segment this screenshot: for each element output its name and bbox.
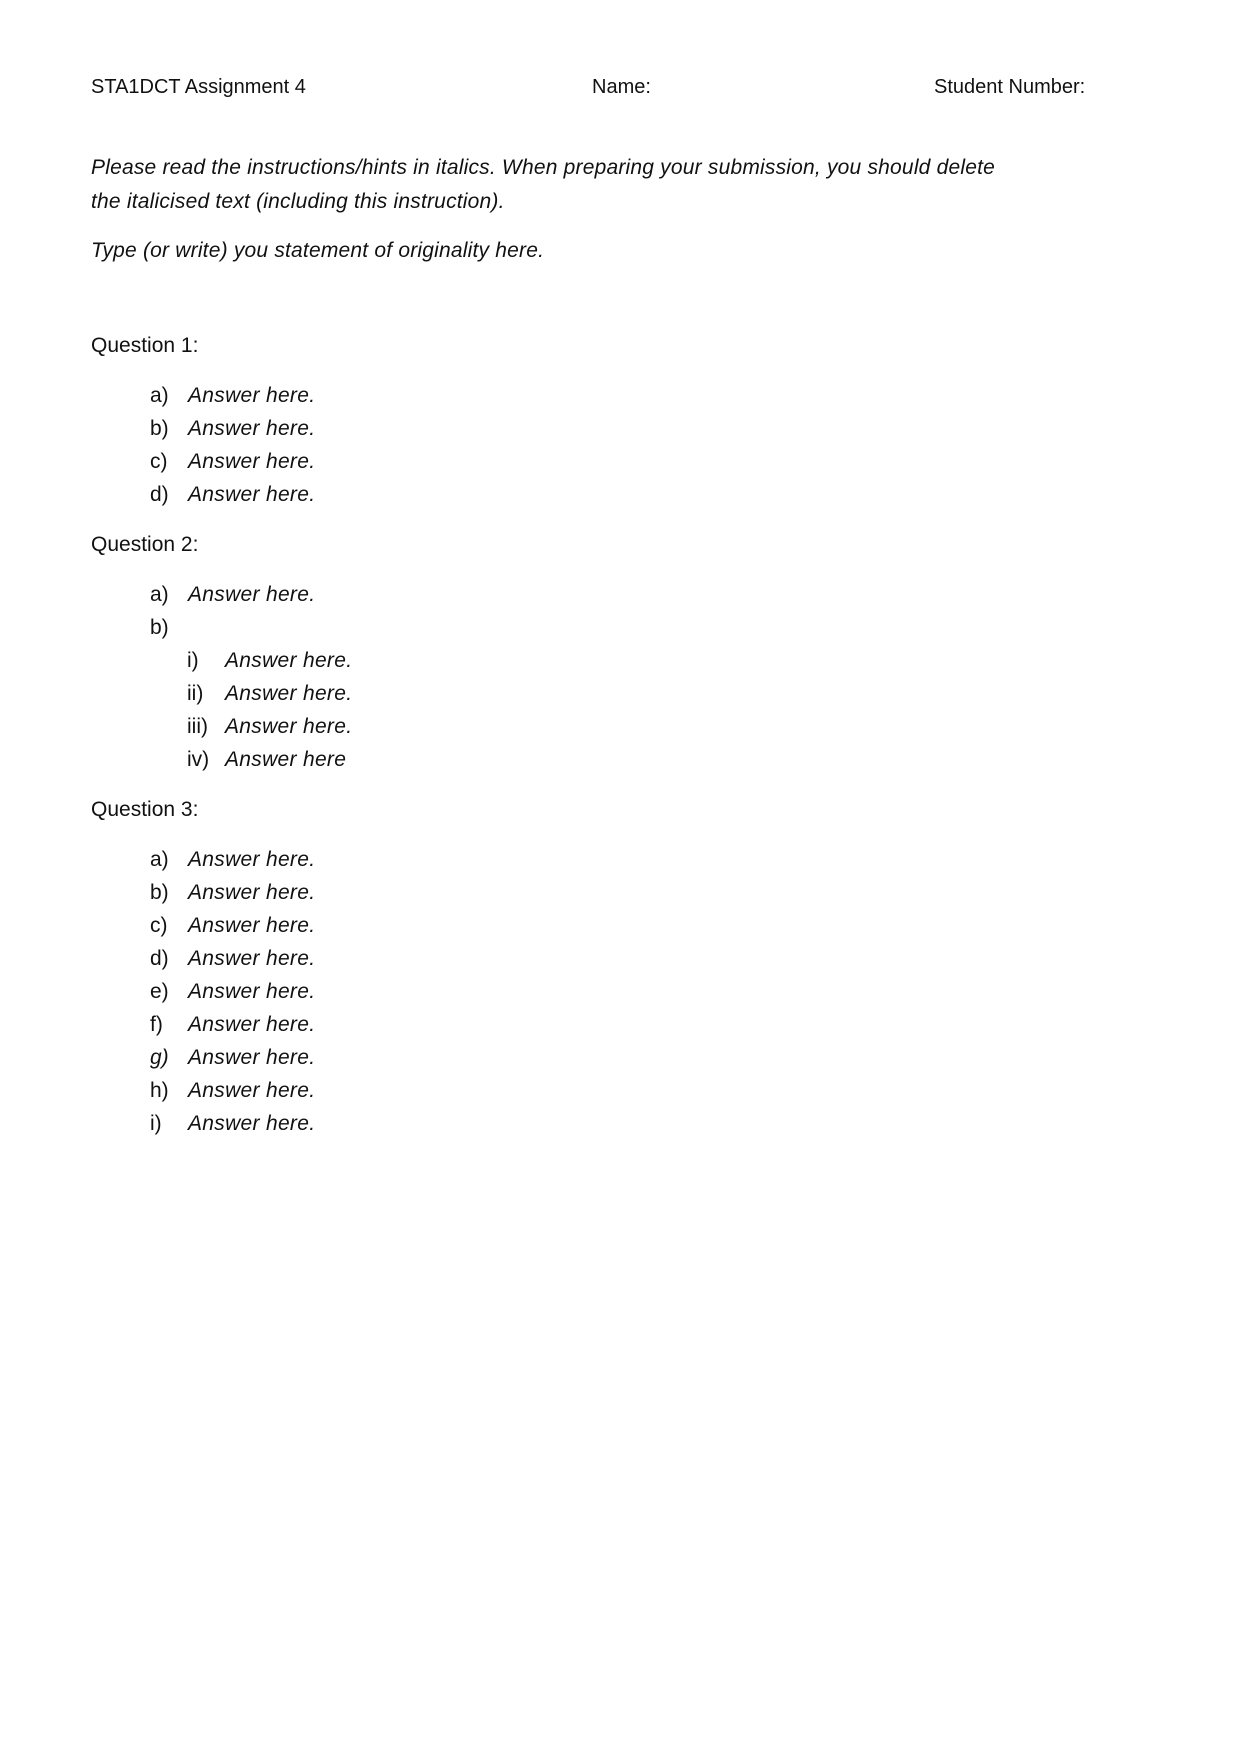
item-marker: b) [150, 881, 169, 904]
student-number-label: Student Number: [934, 76, 1086, 98]
instruction-line-2: the italicised text (including this instruction). [91, 190, 505, 213]
item-marker: a) [150, 848, 169, 871]
item-marker: i) [187, 649, 199, 672]
item-marker: e) [150, 980, 169, 1003]
answer-text[interactable]: Answer here [225, 748, 347, 771]
answer-text[interactable]: Answer here. [188, 583, 316, 606]
answer-text[interactable]: Answer here. [225, 649, 353, 672]
answer-text[interactable]: Answer here. [188, 1112, 316, 1135]
answer-text[interactable]: Answer here. [225, 682, 353, 705]
answer-text[interactable]: Answer here. [188, 1046, 316, 1069]
item-marker: i) [150, 1112, 162, 1135]
instructions-block [91, 151, 1081, 268]
answer-text[interactable]: Answer here. [188, 980, 316, 1003]
instruction-line-1: Please read the instructions/hints in italics. When preparing your submission, you should delete [91, 156, 996, 179]
item-marker: a) [150, 384, 169, 407]
answer-text[interactable]: Answer here. [188, 417, 316, 440]
answer-text[interactable]: Answer here. [188, 881, 316, 904]
item-marker: a) [150, 583, 169, 606]
page-header [91, 76, 1101, 106]
name-label: Name: [592, 76, 651, 98]
answer-text[interactable]: Answer here. [188, 450, 316, 473]
answer-text[interactable]: Answer here. [188, 848, 316, 871]
item-marker: c) [150, 450, 168, 473]
answer-text[interactable]: Answer here. [188, 914, 316, 937]
item-marker: d) [150, 947, 169, 970]
course-title: STA1DCT Assignment 4 [91, 76, 306, 98]
item-marker: f) [150, 1013, 163, 1036]
item-marker: iii) [187, 715, 208, 738]
answer-text[interactable]: Answer here. [188, 483, 316, 506]
item-marker: c) [150, 914, 168, 937]
answer-text[interactable]: Answer here. [188, 1013, 316, 1036]
item-marker: h) [150, 1079, 169, 1102]
question-1-title: Question 1: [91, 334, 199, 357]
item-marker: iv) [187, 748, 210, 771]
item-marker: b) [150, 417, 169, 440]
item-marker: g) [150, 1046, 169, 1069]
item-marker: ii) [187, 682, 204, 705]
answer-text[interactable]: Answer here. [225, 715, 353, 738]
originality-statement: Type (or write) you statement of originality here. [91, 239, 545, 262]
item-marker: b) [150, 616, 169, 639]
answer-text[interactable]: Answer here. [188, 384, 316, 407]
question-3-title: Question 3: [91, 798, 199, 821]
question-2-title: Question 2: [91, 533, 199, 556]
answer-text[interactable]: Answer here. [188, 1079, 316, 1102]
item-marker: d) [150, 483, 169, 506]
answer-text[interactable]: Answer here. [188, 947, 316, 970]
